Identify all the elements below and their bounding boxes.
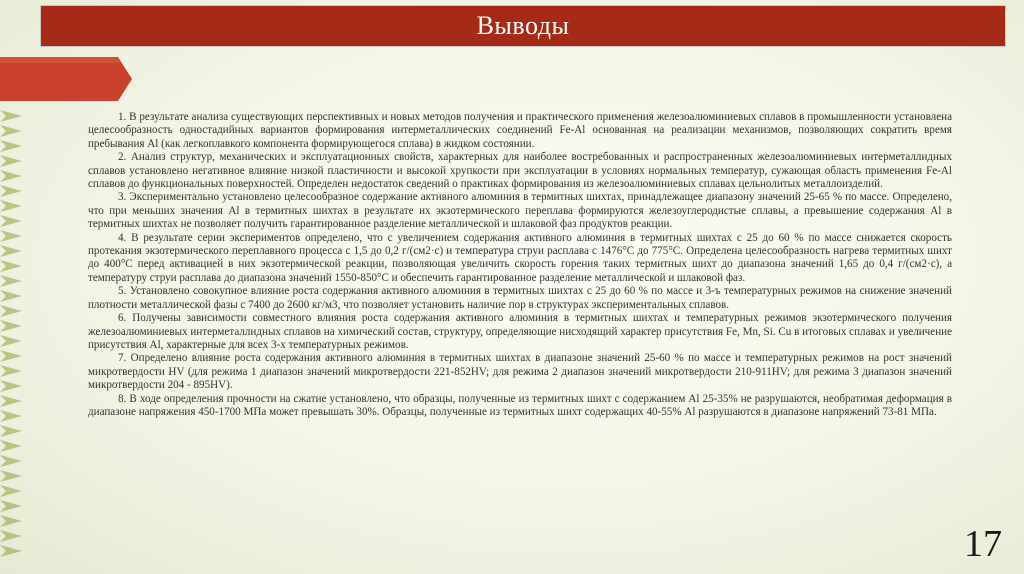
green-chevron: [0, 320, 22, 332]
green-chevron: [0, 440, 22, 452]
green-chevron: [0, 140, 22, 152]
green-chevron: [0, 410, 22, 422]
green-chevron: [0, 185, 22, 197]
green-chevron: [0, 425, 22, 437]
green-chevron: [0, 260, 22, 272]
green-chevron: [0, 365, 22, 377]
green-chevron: [0, 305, 22, 317]
title-bar: [40, 5, 1006, 47]
green-chevron: [0, 245, 22, 257]
conclusion-paragraph-7: 7. Определено влияние роста содержания активного алюминия в термитных шихтах в диапазоне значений 25-60 % по массе и температурных режимов на рост значений микротвердости HV (для режима 1 диапазон значений микротвердости 221-852HV; для режима 2 диапазон значений микротвердости 210-911HV; для режима 3 диапазон значений микротвердости 204 - 895HV).: [88, 352, 952, 392]
slide-title: Выводы: [476, 11, 570, 40]
green-chevron: [0, 485, 22, 497]
green-chevron: [0, 335, 22, 347]
green-chevron: [0, 155, 22, 167]
green-chevron: [0, 530, 22, 542]
conclusion-paragraph-8: 8. В ходе определения прочности на сжатие установлено, что образцы, полученные из термитных шихт с содержанием Al 25-35% не разрушаются, необратимая деформация в диапазоне напряжения 450-1700 МПа может превышать 30%. Образцы, полученные из термитных шихт содержащих 40-55% Al разрушаются в диапазоне напряжений 73-81 МПа.: [88, 392, 952, 418]
green-chevron: [0, 215, 22, 227]
red-arrow-tab: [0, 57, 132, 101]
conclusion-paragraph-4: 4. В результате серии экспериментов определено, что с увеличением содержания активного алюминия в термитных шихтах с 25 до 60 % по массе снижается скорость протекания экзотермического переплавного процесса с 1,5 до 0,2 г/(см2·с) и температура струи расплава с 1476°С до 775°С. Определена целесообразность нагрева термитных шихт до 400°С перед активацией в них экзотермической реакции, позволяющая увеличить скорость горения таких термитных шихт до диапазона значений 1,65 до 0,4 г/(см2·с), а температуру струи расплава до диапазона значений 1550-850°С и обеспечить гарантированное разделение металлической и шлаковой фаз.: [88, 231, 952, 284]
conclusion-paragraph-5: 5. Установлено совокупное влияние роста содержания активного алюминия в термитных шихтах с 25 до 60 % по массе и 3-ъ температурных режимов на снижение значений плотности металлической фазы с 7400 до 2600 кг/м3, что позволяет установить наличие пор в структурах экспериментальных сплавов.: [88, 285, 952, 311]
green-chevron: [0, 455, 22, 467]
green-chevron: [0, 230, 22, 242]
green-chevron: [0, 470, 22, 482]
green-chevron: [0, 200, 22, 212]
green-chevron: [0, 500, 22, 512]
conclusion-paragraph-1: 1. В результате анализа существующих перспективных и новых методов получения и практического применения железоалюминиевых сплавов в промышленности установлена целесообразность одностадийных вариантов формирования интерметаллических соединений Fe-Al основанная на реализации механизмов, позволяющих сократить время пребывания Al (как легкоплавкого компонента формирующегося сплава) в жидком состоянии.: [88, 111, 952, 150]
green-chevron: [0, 275, 22, 287]
conclusions-body: [88, 111, 952, 419]
green-chevron: [0, 170, 22, 182]
green-chevron: [0, 290, 22, 302]
green-chevron: [0, 110, 22, 122]
green-chevron-stack: [0, 110, 22, 557]
page-number: 17: [964, 523, 1002, 565]
conclusion-paragraph-2: 2. Анализ структур, механических и эксплуатационных свойств, характерных для наиболее востребованных и распространенных железоалюминиевых интерметаллидных сплавов установлено негативное влияние низкой пластичности и высокой хрупкости при эксплуатации в условиях нормальных температур, сужающая область применения Fe-Al сплавов до функциональных поверхностей. Определен недостаток сведений о практиках формирования из железоалюминиевых сплавах цельнолитых металлоизделий.: [88, 151, 952, 191]
green-chevron: [0, 350, 22, 362]
green-chevron: [0, 545, 22, 557]
green-chevron: [0, 125, 22, 137]
green-chevron: [0, 380, 22, 392]
conclusion-paragraph-6: 6. Получены зависимости совместного влияния роста содержания активного алюминия в термитных шихтах и температурных режимов экзотермического получения железоалюминиевых интерметаллидных сплавов на химический состав, структуру, определяющие нисходящий характер присутствия Fe, Mn, Si. Cu в итоговых сплавах и увеличение присутствия Al, характерные для всех 3-х температурных режимов.: [88, 312, 952, 351]
green-chevron: [0, 395, 22, 407]
conclusion-paragraph-3: 3. Экспериментально установлено целесообразное содержание активного алюминия в термитных шихтах, принадлежащее диапазону значений 25-65 % по массе. Определено, что при меньших значения Al в термитных шихтах в результате их экзотермического переплава формируются железоуглеродистые сплавы, а превышение содержания Al в термитных шихтах не позволяет получить гарантированное разделение металлической и шлаковой фаз продуктов реакции.: [88, 191, 952, 231]
green-chevron: [0, 515, 22, 527]
